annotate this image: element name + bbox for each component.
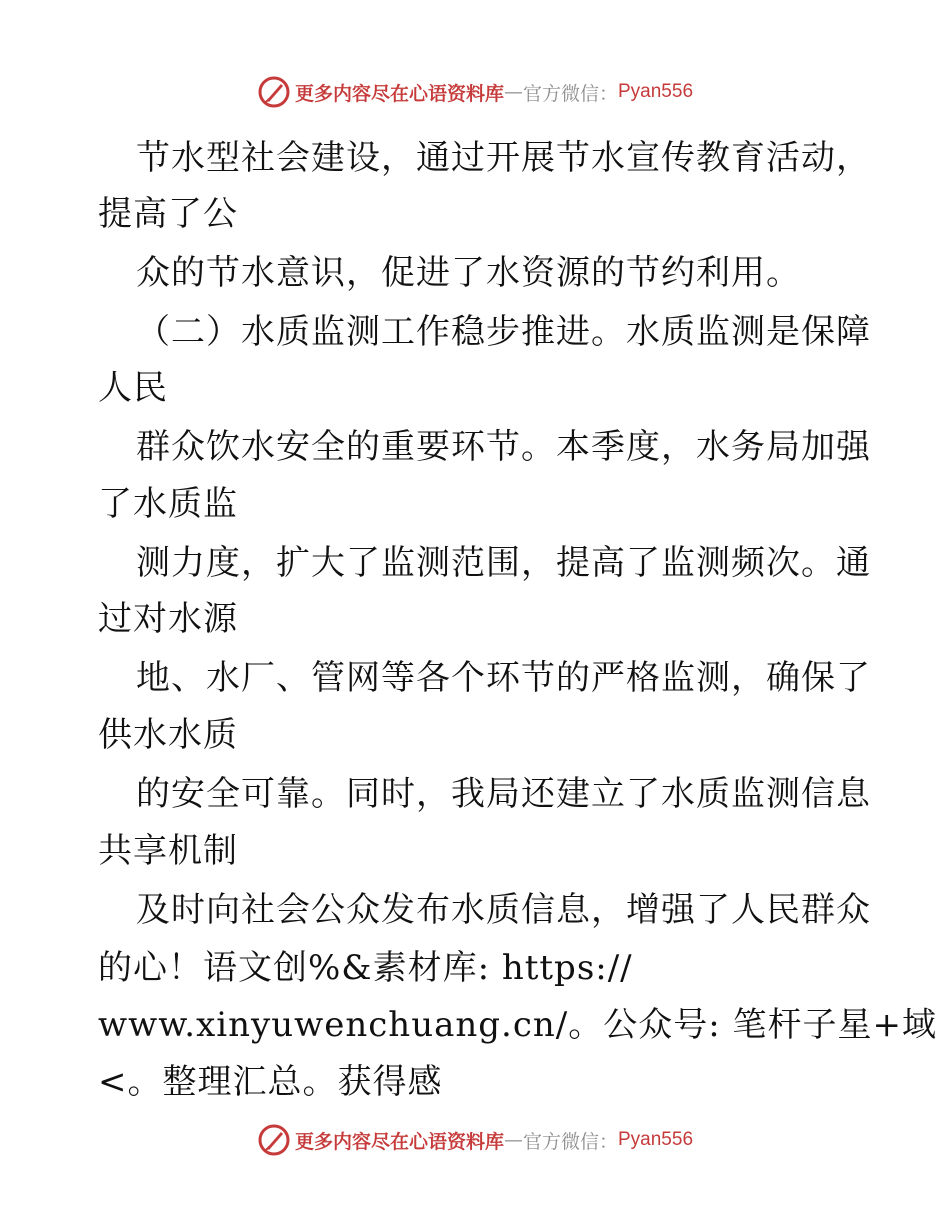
- banner-dash: —: [503, 1129, 523, 1151]
- body-line: （二）水质监测工作稳步推进。水质监测是保障: [136, 312, 871, 352]
- banner-wechat-id: Pyan556: [618, 81, 694, 102]
- body-line: 供水水质: [98, 715, 238, 755]
- body-line: 人民: [98, 368, 168, 408]
- banner-text: 更多内容尽在心语资料库: [294, 1130, 504, 1153]
- body-line: 的心！语文创%&素材库: https://: [98, 948, 633, 988]
- body-line: 测力度，扩大了监测范围，提高了监测频次。通: [136, 543, 871, 583]
- body-line: 的安全可靠。同时，我局还建立了水质监测信息: [136, 774, 871, 814]
- footer-watermark-banner: [0, 1120, 950, 1160]
- body-line: 节水型社会建设，通过开展节水宣传教育活动，: [136, 138, 871, 178]
- banner-wechat-id: Pyan556: [618, 1129, 694, 1150]
- banner-official-label: 官方微信：: [522, 82, 618, 105]
- body-line: 过对水源: [98, 599, 238, 639]
- body-line: 地、水厂、管网等各个环节的严格监测，确保了: [136, 658, 871, 698]
- banner-text: 更多内容尽在心语资料库: [294, 82, 504, 105]
- quill-logo-icon: [257, 75, 291, 109]
- banner-dash: —: [503, 81, 523, 103]
- body-line: 众的节水意识，促进了水资源的节约利用。: [136, 253, 801, 293]
- quill-logo-icon: [257, 1123, 291, 1157]
- body-line: <。整理汇总。获得感: [98, 1062, 443, 1102]
- body-line: 共享机制: [98, 831, 238, 871]
- body-line: 了水质监: [98, 484, 238, 524]
- body-line: 及时向社会公众发布水质信息，增强了人民群众: [136, 890, 871, 930]
- body-line: www.xinyuwenchuang.cn/。公众号: 笔杆子星+域: [98, 1005, 937, 1045]
- body-line: 提高了公: [98, 194, 238, 234]
- header-watermark-banner: [0, 72, 950, 112]
- body-line: 群众饮水安全的重要环节。本季度，水务局加强: [136, 427, 871, 467]
- banner-official-label: 官方微信：: [522, 1130, 618, 1153]
